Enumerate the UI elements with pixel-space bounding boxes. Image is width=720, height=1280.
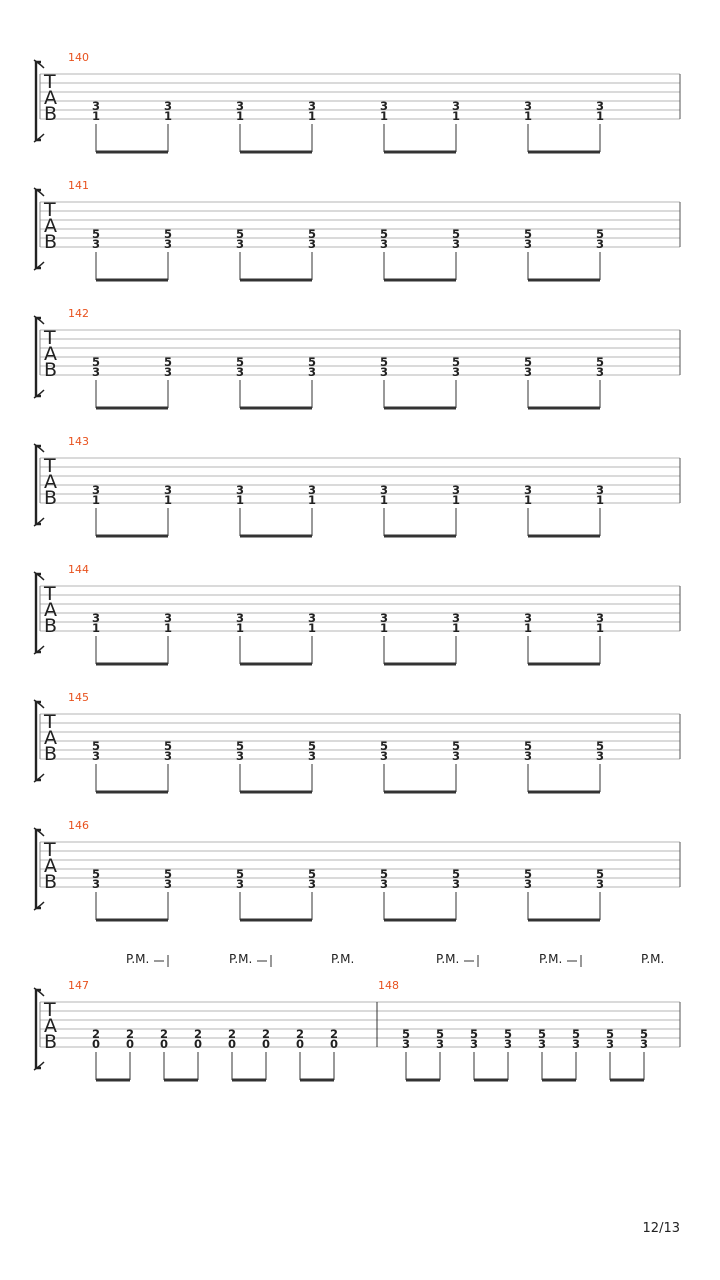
fret-number: 3 [307,877,317,891]
fret-number: 3 [163,483,173,497]
tab-clef-letter: T [44,71,56,93]
fret-number: 3 [469,1037,479,1051]
fret-number: 2 [159,1027,169,1041]
fret-number: 3 [163,365,173,379]
fret-number: 1 [307,109,317,123]
tab-clef-letter: B [44,103,58,125]
palm-mute-marking: P.M. [229,952,253,966]
fret-number: 3 [307,237,317,251]
fret-number: 1 [523,493,533,507]
fret-number: 3 [379,99,389,113]
measure-number: 146 [68,819,89,832]
fret-number: 5 [379,227,389,241]
palm-mute-marking: P.M. [539,952,563,966]
fret-number: 3 [379,237,389,251]
fret-number: 3 [379,365,389,379]
tab-clef-letter: T [44,839,56,861]
fret-number: 1 [523,109,533,123]
fret-number: 5 [639,1027,649,1041]
fret-number: 0 [295,1037,305,1051]
fret-number: 5 [163,739,173,753]
fret-number: 3 [605,1037,615,1051]
fret-number: 3 [307,749,317,763]
page-number: 12/13 [642,1221,680,1236]
fret-number: 3 [91,483,101,497]
fret-number: 2 [329,1027,339,1041]
fret-number: 3 [523,99,533,113]
fret-number: 1 [379,109,389,123]
tab-clef-letter: A [44,855,57,877]
fret-number: 2 [125,1027,135,1041]
fret-number: 5 [235,739,245,753]
fret-number: 3 [451,99,461,113]
fret-number: 5 [469,1027,479,1041]
fret-number: 3 [435,1037,445,1051]
tab-clef-letter: B [44,231,58,253]
fret-number: 2 [193,1027,203,1041]
measure-number: 147 [68,979,89,992]
fret-number: 5 [605,1027,615,1041]
fret-number: 3 [235,99,245,113]
fret-number: 1 [163,621,173,635]
fret-number: 3 [163,611,173,625]
fret-number: 3 [235,611,245,625]
staff-system [34,51,680,152]
fret-number: 5 [379,739,389,753]
fret-number: 5 [91,739,101,753]
fret-number: 1 [595,493,605,507]
tab-clef-letter: T [44,199,56,221]
tab-clef-letter: A [44,727,57,749]
fret-number: 3 [379,483,389,497]
fret-number: 5 [91,867,101,881]
fret-number: 5 [307,739,317,753]
fret-number: 2 [91,1027,101,1041]
fret-number: 3 [595,483,605,497]
fret-number: 5 [307,867,317,881]
tab-clef-letter: T [44,455,56,477]
fret-number: 5 [595,227,605,241]
fret-number: 1 [595,109,605,123]
tab-clef-letter: B [44,359,58,381]
tab-clef-letter: B [44,871,58,893]
fret-number: 5 [163,867,173,881]
fret-number: 5 [163,355,173,369]
fret-number: 3 [451,877,461,891]
fret-number: 3 [307,483,317,497]
tab-clef-letter: A [44,215,57,237]
fret-number: 5 [523,739,533,753]
fret-number: 3 [523,365,533,379]
fret-number: 5 [571,1027,581,1041]
staff-system [34,435,680,536]
fret-number: 3 [595,99,605,113]
fret-number: 3 [523,611,533,625]
fret-number: 0 [329,1037,339,1051]
fret-number: 3 [91,611,101,625]
fret-number: 3 [307,365,317,379]
fret-number: 1 [379,621,389,635]
fret-number: 1 [523,621,533,635]
fret-number: 1 [307,493,317,507]
fret-number: 3 [451,365,461,379]
fret-number: 1 [379,493,389,507]
fret-number: 0 [159,1037,169,1051]
fret-number: 1 [307,621,317,635]
fret-number: 3 [91,749,101,763]
fret-number: 5 [91,355,101,369]
fret-number: 3 [503,1037,513,1051]
fret-number: 5 [91,227,101,241]
fret-number: 0 [261,1037,271,1051]
fret-number: 3 [451,483,461,497]
fret-number: 3 [235,749,245,763]
tab-clef-letter: B [44,615,58,637]
fret-number: 5 [451,867,461,881]
fret-number: 3 [379,749,389,763]
fret-number: 5 [307,227,317,241]
staff-system [34,819,680,920]
fret-number: 3 [91,365,101,379]
palm-mute-marking: P.M. [126,952,150,966]
fret-number: 3 [451,749,461,763]
fret-number: 3 [401,1037,411,1051]
fret-number: 3 [307,611,317,625]
measure-number: 148 [378,979,399,992]
fret-number: 1 [451,109,461,123]
fret-number: 5 [235,227,245,241]
fret-number: 3 [639,1037,649,1051]
fret-number: 3 [595,877,605,891]
fret-number: 1 [163,109,173,123]
fret-number: 5 [503,1027,513,1041]
palm-mute-marking: P.M. [436,952,460,966]
fret-number: 3 [379,877,389,891]
fret-number: 3 [235,483,245,497]
tab-clef-letter: A [44,343,57,365]
fret-number: 5 [523,867,533,881]
fret-number: 3 [235,877,245,891]
fret-number: 3 [451,237,461,251]
fret-number: 3 [595,611,605,625]
fret-number: 5 [537,1027,547,1041]
fret-number: 3 [91,237,101,251]
tab-clef-letter: A [44,599,57,621]
fret-number: 3 [163,99,173,113]
fret-number: 2 [295,1027,305,1041]
measure-number: 142 [68,307,89,320]
tab-clef-letter: T [44,711,56,733]
fret-number: 5 [401,1027,411,1041]
measure-number: 143 [68,435,89,448]
fret-number: 5 [595,867,605,881]
staff-system [34,563,680,664]
tab-clef-letter: A [44,471,57,493]
fret-number: 1 [451,493,461,507]
fret-number: 3 [537,1037,547,1051]
fret-number: 3 [379,611,389,625]
fret-number: 5 [451,227,461,241]
measure-number: 144 [68,563,89,576]
fret-number: 5 [451,355,461,369]
fret-number: 5 [523,227,533,241]
staff-system [34,307,680,408]
fret-number: 1 [235,109,245,123]
fret-number: 3 [163,877,173,891]
fret-number: 3 [523,237,533,251]
staff-system [34,179,680,280]
palm-mute-marking: P.M. [641,952,665,966]
fret-number: 3 [91,99,101,113]
fret-number: 5 [163,227,173,241]
fret-number: 3 [163,749,173,763]
fret-number: 5 [235,355,245,369]
fret-number: 0 [193,1037,203,1051]
fret-number: 3 [595,749,605,763]
fret-number: 3 [595,237,605,251]
tab-clef-letter: B [44,1031,58,1053]
fret-number: 5 [307,355,317,369]
fret-number: 5 [595,355,605,369]
tab-clef-letter: A [44,87,57,109]
measure-number: 145 [68,691,89,704]
fret-number: 3 [451,611,461,625]
fret-number: 5 [451,739,461,753]
tab-clef-letter: T [44,327,56,349]
fret-number: 1 [451,621,461,635]
fret-number: 2 [227,1027,237,1041]
fret-number: 3 [235,237,245,251]
fret-number: 2 [261,1027,271,1041]
fret-number: 3 [523,483,533,497]
fret-number: 5 [523,355,533,369]
fret-number: 5 [379,867,389,881]
tab-clef-letter: T [44,583,56,605]
fret-number: 1 [91,109,101,123]
tab-clef-letter: B [44,743,58,765]
fret-number: 0 [125,1037,135,1051]
tab-clef-letter: T [44,999,56,1021]
staff-system [34,952,680,1080]
fret-number: 0 [227,1037,237,1051]
fret-number: 3 [523,749,533,763]
fret-number: 3 [571,1037,581,1051]
fret-number: 3 [235,365,245,379]
fret-number: 1 [91,493,101,507]
fret-number: 0 [91,1037,101,1051]
measure-number: 141 [68,179,89,192]
fret-number: 3 [523,877,533,891]
fret-number: 5 [235,867,245,881]
fret-number: 3 [163,237,173,251]
measure-number: 140 [68,51,89,64]
palm-mute-marking: P.M. [331,952,355,966]
fret-number: 1 [595,621,605,635]
fret-number: 5 [435,1027,445,1041]
fret-number: 5 [379,355,389,369]
fret-number: 1 [91,621,101,635]
fret-number: 3 [595,365,605,379]
tab-clef-letter: B [44,487,58,509]
fret-number: 1 [235,493,245,507]
staff-system [34,691,680,792]
tab-clef-letter: A [44,1015,57,1037]
fret-number: 3 [307,99,317,113]
fret-number: 5 [595,739,605,753]
fret-number: 1 [235,621,245,635]
fret-number: 3 [91,877,101,891]
fret-number: 1 [163,493,173,507]
